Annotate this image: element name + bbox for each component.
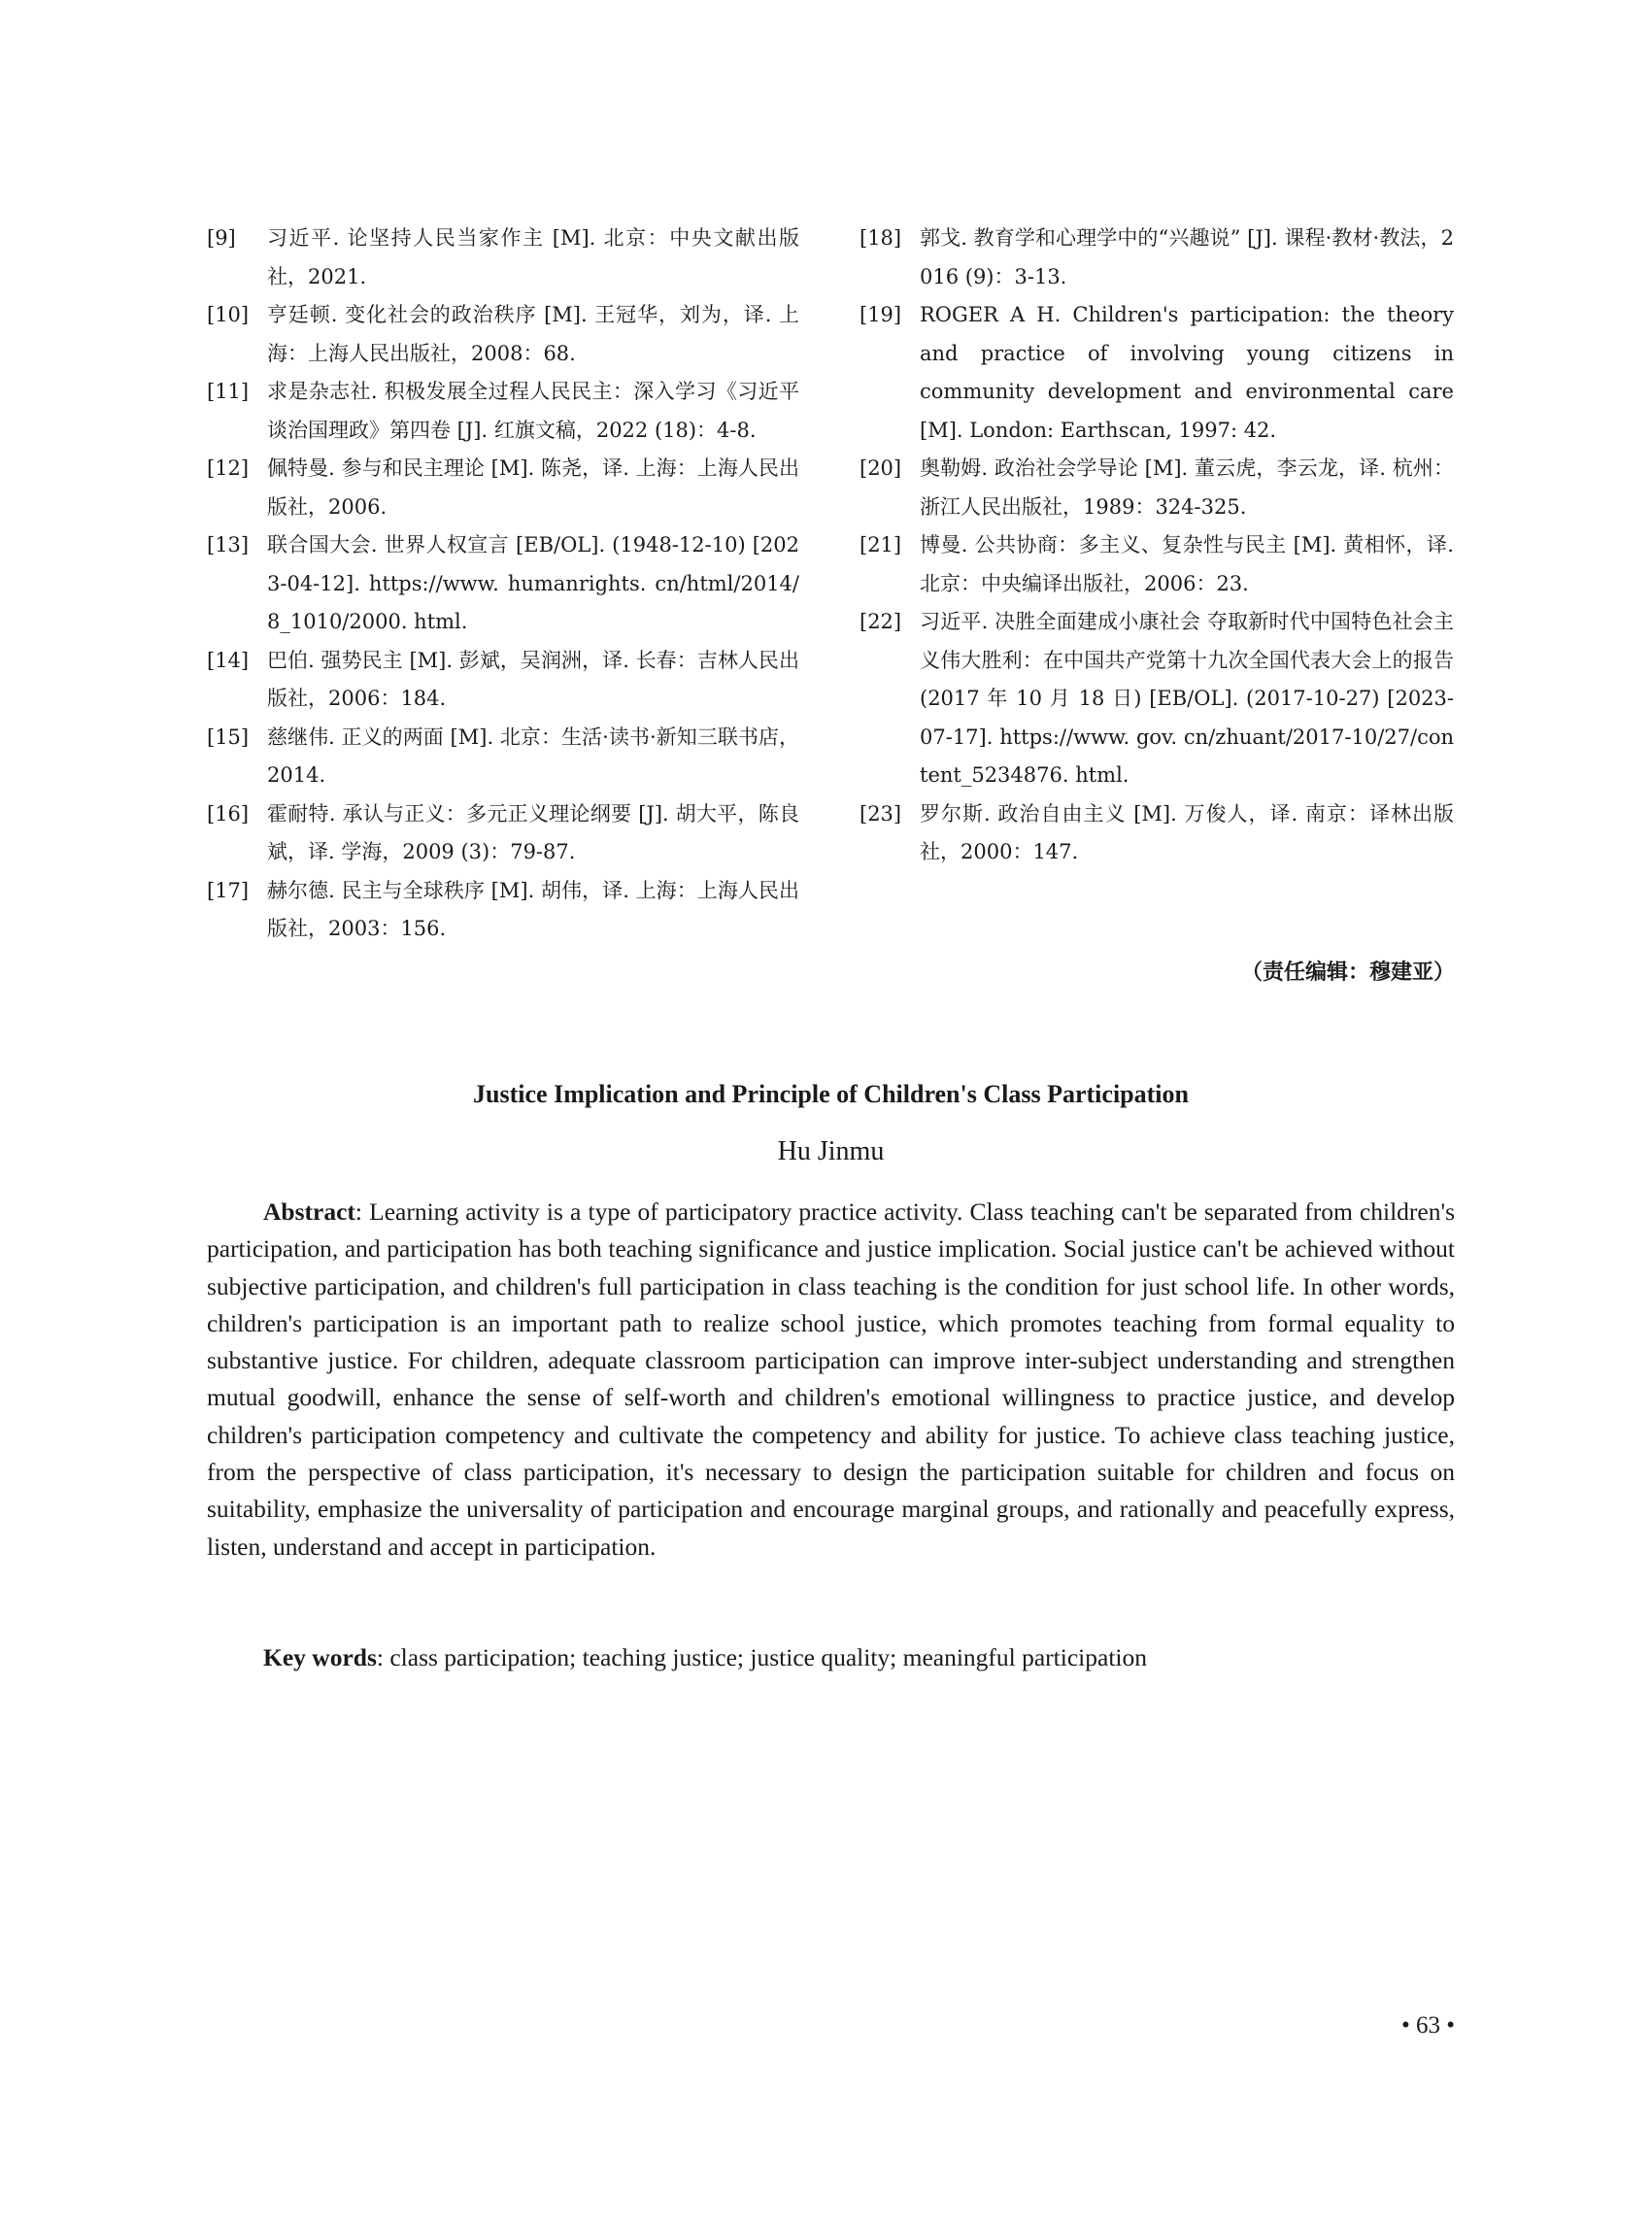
reference-number: [22]	[860, 610, 902, 633]
keywords-text: class participation; teaching justice; justice quality; meaningful participation	[389, 1643, 1147, 1671]
english-abstract	[207, 1194, 1455, 1566]
reference-text: 慈继伟. 正义的两面 [M]. 北京：生活·读书·新知三联书店，2014.	[267, 725, 799, 787]
english-title: Justice Implication and Principle of Children's Class Participation	[473, 1080, 1189, 1108]
reference-item	[860, 795, 1454, 872]
reference-text: 郭戈. 教育学和心理学中的“兴趣说” [J]. 课程·教材·教法，2016 (9)：3-13.	[920, 226, 1454, 288]
reference-item	[207, 526, 799, 642]
reference-text: 霍耐特. 承认与正义：多元正义理论纲要 [J]. 胡大平，陈良斌，译. 学海，2009 (3)：79-87.	[267, 801, 799, 863]
reference-text: 亨廷顿. 变化社会的政治秩序 [M]. 王冠华，刘为，译. 上海：上海人民出版社，2008：68.	[267, 303, 799, 365]
reference-number: [19]	[860, 303, 902, 326]
reference-number: [17]	[207, 878, 250, 902]
reference-text: 赫尔德. 民主与全球秩序 [M]. 胡伟，译. 上海：上海人民出版社，2003：156.	[267, 878, 799, 940]
reference-number: [18]	[860, 226, 902, 250]
reference-number: [13]	[207, 533, 250, 556]
reference-number: [12]	[207, 456, 250, 480]
responsible-editor-note: （责任编辑：穆建亚）	[1240, 961, 1455, 985]
abstract-separator: :	[354, 1197, 370, 1226]
reference-number: [15]	[207, 725, 250, 749]
reference-number: [11]	[207, 380, 250, 403]
reference-text: 博曼. 公共协商：多主义、复杂性与民主 [M]. 黄相怀，译. 北京：中央编译出版社，2006：23.	[920, 533, 1454, 595]
reference-number: [20]	[860, 456, 902, 480]
reference-number: [10]	[207, 303, 250, 326]
reference-number: [21]	[860, 533, 902, 556]
reference-item	[860, 526, 1454, 603]
reference-text: 习近平. 决胜全面建成小康社会 夺取新时代中国特色社会主义伟大胜利：在中国共产党第十九次全国代表大会上的报告 (2017 年 10 月 18 日) [EB/OL]. (2017-10-27) [2023-07-17]. https://www. gov. cn/zhuant/2017-10/27/content_5234876. html.	[920, 610, 1454, 787]
reference-text: 习近平. 论坚持人民当家作主 [M]. 北京：中央文献出版社，2021.	[267, 226, 799, 288]
reference-item	[860, 603, 1454, 795]
reference-text: 罗尔斯. 政治自由主义 [M]. 万俊人，译. 南京：译林出版社，2000：147.	[920, 801, 1454, 863]
english-author: Hu Jinmu	[777, 1136, 885, 1166]
reference-item	[860, 219, 1454, 296]
reference-text: ROGER A H. Children's participation: the theory and practice of involving young citizens in community development and environmental care [M]. London: Earthscan, 1997: 42.	[920, 303, 1454, 442]
abstract-label: Abstract	[263, 1197, 355, 1226]
reference-item	[860, 296, 1454, 450]
reference-item	[207, 719, 799, 795]
reference-item	[207, 795, 799, 872]
reference-item	[207, 373, 799, 450]
abstract-text: Learning activity is a type of participatory practice activity. Class teaching can't be separated from children's participation, and participation has both teaching significance and justice implication. Social justice can't be achieved without subjective participation, and children's full participation in class teaching is the condition for just school life. In other words, children's participation is an important path to realize school justice, which promotes teaching from formal equality to substantive justice. For children, adequate classroom participation can improve inter-subject understanding and strengthen mutual goodwill, enhance the sense of self-worth and children's emotional willingness to practice justice, and develop children's participation competency and cultivate the competency and ability for justice. To achieve class teaching justice, from the perspective of class participation, it's necessary to design the participation suitable for children and focus on suitability, emphasize the universality of participation and encourage marginal groups, and rationally and peacefully express, listen, understand and accept in participation.	[207, 1197, 1456, 1561]
reference-number: [14]	[207, 648, 250, 672]
reference-number: [16]	[207, 801, 250, 826]
reference-item	[207, 450, 799, 526]
reference-item	[207, 296, 799, 373]
reference-text: 奥勒姆. 政治社会学导论 [M]. 董云虎，李云龙，译. 杭州：浙江人民出版社，1989：324-325.	[920, 456, 1454, 519]
reference-item	[860, 450, 1454, 526]
reference-text: 巴伯. 强势民主 [M]. 彭斌，吴润洲，译. 长春：吉林人民出版社，2006：184.	[267, 648, 799, 710]
keywords-separator: :	[376, 1643, 390, 1671]
reference-item	[207, 872, 799, 949]
reference-text: 求是杂志社. 积极发展全过程人民民主：深入学习《习近平谈治国理政》第四卷 [J]. 红旗文稿，2022 (18)：4-8.	[267, 380, 799, 442]
reference-text: 佩特曼. 参与和民主理论 [M]. 陈尧，译. 上海：上海人民出版社，2006.	[267, 456, 799, 519]
references-right-column	[860, 219, 1454, 872]
reference-text: 联合国大会. 世界人权宣言 [EB/OL]. (1948-12-10) [2023-04-12]. https://www. humanrights. cn/html/2014/8_1010/2000. html.	[267, 533, 799, 633]
reference-number: [23]	[860, 801, 902, 826]
reference-number: [9]	[207, 226, 236, 250]
reference-item	[207, 219, 799, 296]
page-number: • 63 •	[1400, 2012, 1455, 2039]
references-left-column	[207, 219, 799, 949]
keywords-label: Key words	[263, 1643, 377, 1671]
reference-item	[207, 642, 799, 719]
english-keywords	[207, 1639, 1455, 1676]
